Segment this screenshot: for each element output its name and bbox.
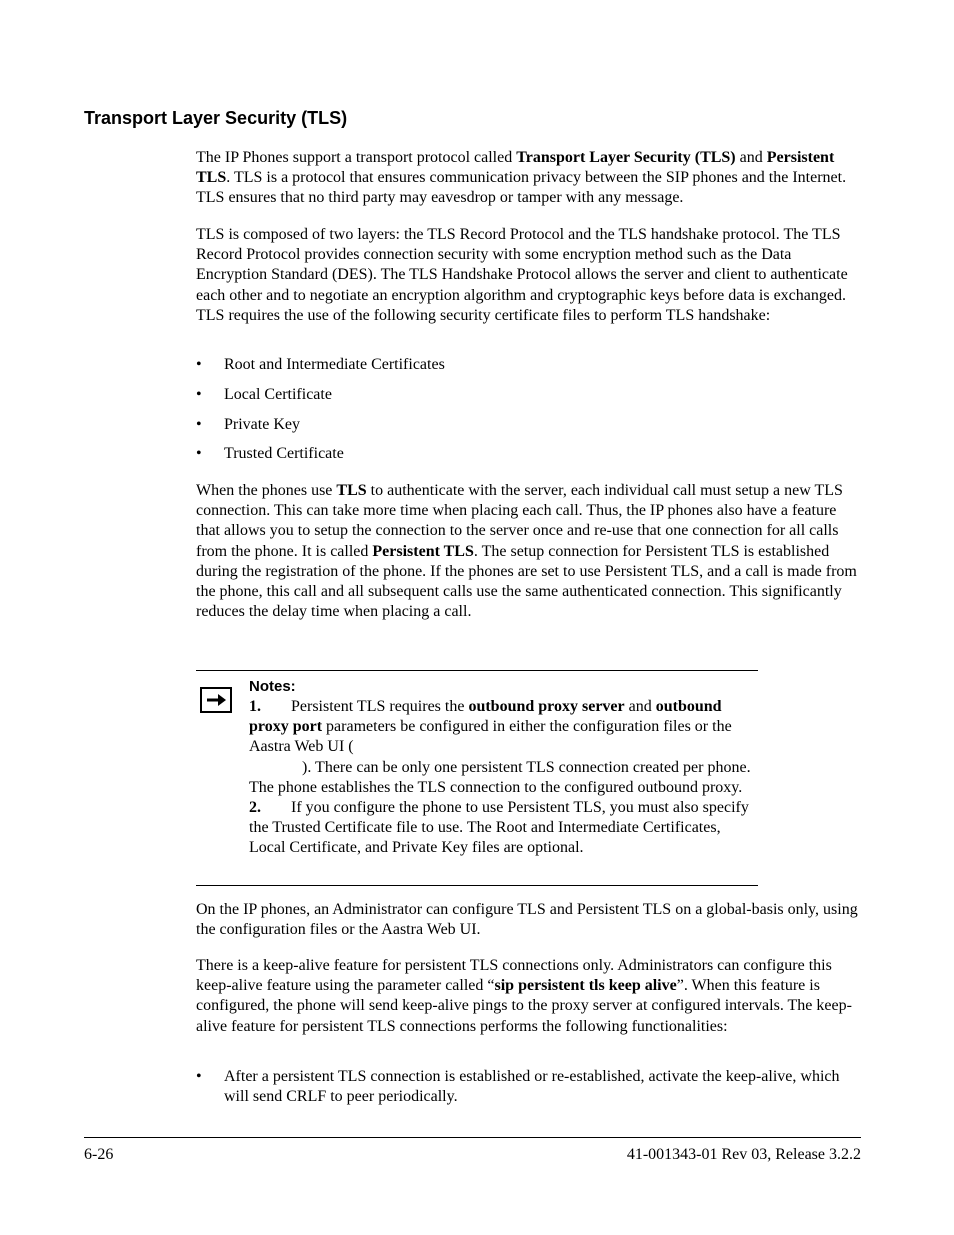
intro-paragraph <box>196 148 861 209</box>
footer-divider <box>84 1137 861 1138</box>
note-number: 2. <box>249 799 261 817</box>
text-run: to authenticate with the server, each individual call must setup a new TLS connection. This can take more time when placing each call. Thus, the IP phones also have a feature that allows you to setup the connection to the server once and re-use that one connection for all calls from the phone. It is called <box>196 482 843 560</box>
note-item-1 <box>249 697 754 798</box>
text-run: and <box>735 149 767 166</box>
keep-alive-list <box>196 1067 861 1107</box>
bold-term: TLS <box>336 482 367 499</box>
persistent-tls-paragraph <box>196 481 861 622</box>
bullet-marker: • <box>196 385 202 403</box>
list-item-text: Trusted Certificate <box>224 445 344 463</box>
text-run: ”. When this feature is configured, the phone will send keep-alive pings to the proxy server at configured intervals. The keep-alive feature for persistent TLS connections performs the following functionalities: <box>196 977 852 1035</box>
text-run: Persistent TLS requires the <box>291 698 469 715</box>
list-item <box>196 444 861 464</box>
text-run: The IP Phones support a transport protocol called <box>196 149 517 166</box>
layers-paragraph: TLS is composed of two layers: the TLS Record Protocol and the TLS handshake protocol. The TLS Record Protocol provides connection security with some encryption method such as the Data Encryption Standard (DES). The TLS Handshake Protocol allows the server and client to authenticate each other and to negotiate an encryption algorithm and cryptographic keys before data is exchanged. TLS requires the use of the following security certificate files to perform TLS handshake: <box>196 226 848 324</box>
document-id: 41-001343-01 Rev 03, Release 3.2.2 <box>626 1146 861 1163</box>
list-item-text: Local Certificate <box>224 385 332 403</box>
note-number: 1. <box>249 698 261 715</box>
arrow-right-icon <box>200 687 232 713</box>
text-run: ). There can be only one persistent TLS connection created per phone. The phone establishes the TLS connection to the configured outbound proxy. <box>249 758 751 796</box>
bold-term: sip persistent tls keep alive <box>494 977 677 995</box>
page-number: 6-26 <box>84 1146 114 1163</box>
text-run: . The setup connection for Persistent TLS is established during the registration of the phone. If the phones are set to use Persistent TLS, and a call is made from the phone, this call and all subsequent calls use the same authenticated connection. This significantly reduces the delay time when placing a call. <box>196 542 857 621</box>
list-item-text: Root and Intermediate Certificates <box>224 356 445 373</box>
notes-box <box>196 670 758 886</box>
list-item-text: Private Key <box>224 415 300 433</box>
list-item <box>196 385 861 405</box>
bold-term: outbound proxy port <box>249 698 722 736</box>
notes-content <box>249 677 754 859</box>
section-title: Transport Layer Security (TLS) <box>84 108 348 128</box>
list-item-text: After a persistent TLS connection is established or re-established, activate the keep-alive, which will send CRLF to peer periodically. <box>224 1068 840 1106</box>
list-item <box>196 1067 861 1107</box>
bullet-marker: • <box>196 1068 202 1085</box>
certificate-list <box>196 355 861 465</box>
text-run: When the phones use <box>196 482 337 499</box>
text-run: and <box>624 698 656 715</box>
bold-term: Transport Layer Security (TLS) <box>516 149 736 166</box>
admin-paragraph: On the IP phones, an Administrator can configure TLS and Persistent TLS on a global-basis only, using the configuration files or the Aastra Web UI. <box>196 901 858 939</box>
bold-term: outbound proxy server <box>468 698 625 715</box>
notes-title: Notes: <box>249 678 296 695</box>
text-run: . TLS is a protocol that ensures communication privacy between the SIP phones and the Internet. TLS ensures that no third party may eavesdrop or tamper with any message. <box>196 169 847 207</box>
list-item <box>196 415 861 435</box>
text-run: There is a keep-alive feature for persistent TLS connections only. Administrators can configure this keep-alive feature using the parameter called “ <box>196 957 832 995</box>
bold-term: Persistent TLS <box>196 149 835 187</box>
text-run: If you configure the phone to use Persistent TLS, you must also specify the Trusted Certificate file to use. The Root and Intermediate Certificates, Local Certificate, and Private Key files are optional. <box>249 799 749 857</box>
bold-term: Persistent TLS <box>372 542 474 560</box>
bullet-marker: • <box>196 445 202 463</box>
text-run: parameters be configured in either the configuration files or the Aastra Web UI ( <box>249 718 732 756</box>
bullet-marker: • <box>196 415 202 433</box>
note-item-2 <box>249 798 754 859</box>
bullet-marker: • <box>196 356 202 373</box>
keep-alive-paragraph <box>196 956 861 1037</box>
list-item <box>196 355 861 375</box>
